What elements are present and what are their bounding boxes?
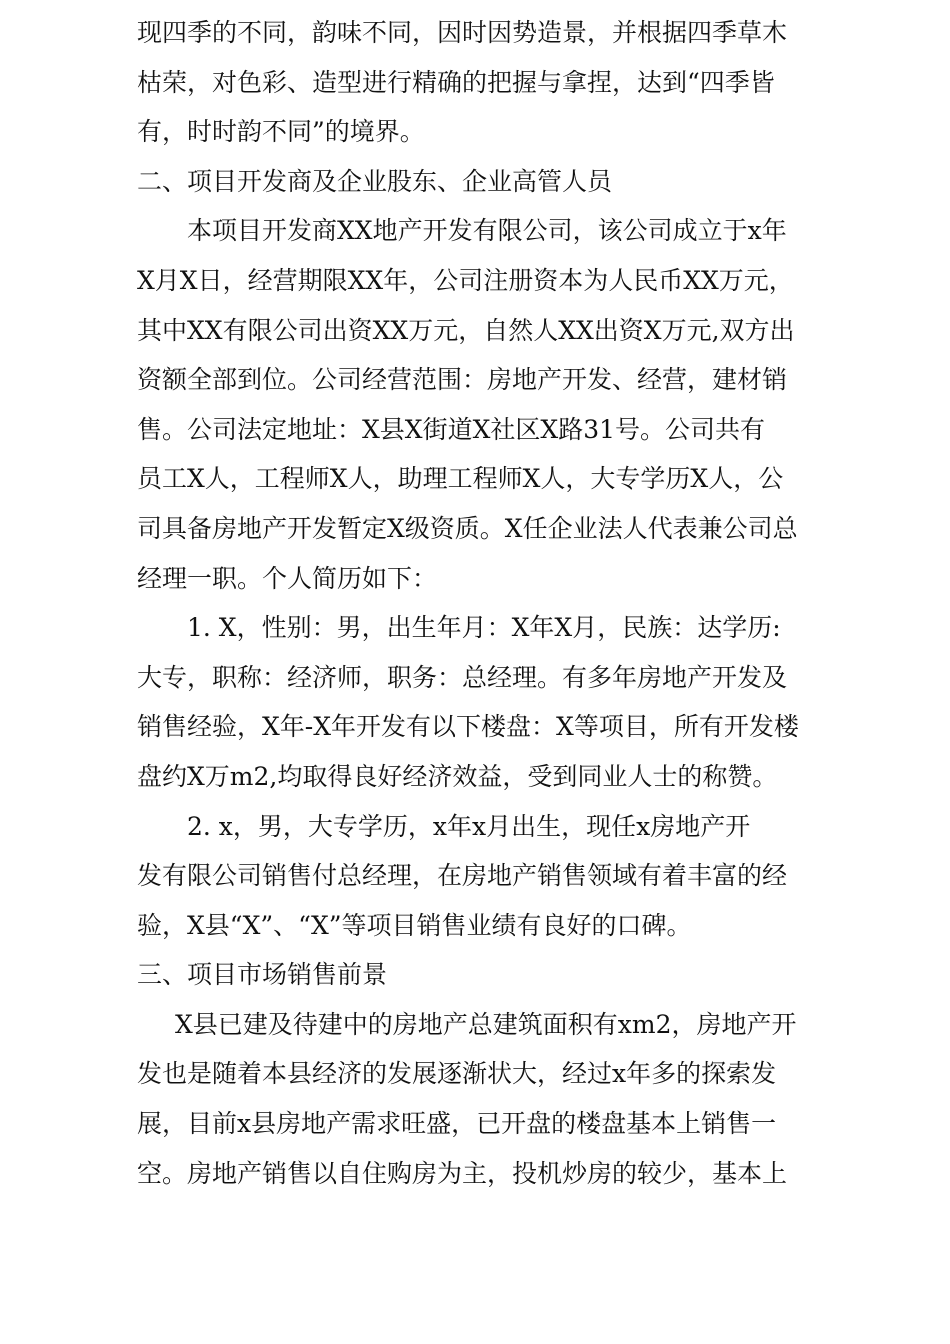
list-item-first-line: 1. X，性别：男，出生年月：X年X月，民族：达学历:	[187, 613, 781, 643]
document-body	[137, 8, 827, 1198]
text-line: 大专，职称：经济师，职务：总经理。有多年房地产开发及	[137, 662, 788, 692]
section-heading: 三、项目市场销售前景	[137, 960, 388, 990]
section-heading: 二、项目开发商及企业股东、企业高管人员	[137, 166, 613, 196]
text-line: 枯荣，对色彩、造型进行精确的把握与拿捏，达到“四季皆	[137, 67, 775, 97]
text-line: 验，X县“X”、“X”等项目销售业绩有良好的口碑。	[137, 910, 692, 940]
text-line: 发也是随着本县经济的发展逐渐状大，经过x年多的探索发	[137, 1059, 777, 1089]
text-line: 经理一职。个人简历如下：	[137, 563, 438, 593]
text-line: 销售经验，X年-X年开发有以下楼盘：X等项目，所有开发楼	[137, 712, 799, 742]
text-line: X月X日，经营期限XX年，公司注册资本为人民币XX万元，	[137, 265, 794, 295]
list-item-first-line: 2. x，男，大专学历，x年x月出生，现任x房地产开	[187, 811, 751, 841]
text-line: 售。公司法定地址：X县X街道X社区X路31号。公司共有	[137, 414, 766, 444]
text-line: 盘约X万m2,均取得良好经济效益，受到同业人士的称赞。	[137, 761, 778, 791]
text-line: 空。房地产销售以自住购房为主，投机炒房的较少，基本上	[137, 1158, 788, 1188]
text-line: 其中XX有限公司出资XX万元，自然人XX出资X万元,双方出	[137, 315, 795, 345]
paragraph-first-line: 本项目开发商XX地产开发有限公司，该公司成立于x年	[187, 216, 787, 246]
text-line: 员工X人，工程师X人，助理工程师X人，大专学历X人，公	[137, 464, 784, 494]
text-line: 资额全部到位。公司经营范围：房地产开发、经营，建材销	[137, 365, 788, 395]
text-line: 展，目前x县房地产需求旺盛，已开盘的楼盘基本上销售一	[137, 1109, 777, 1139]
paragraph-first-line: X县已建及待建中的房地产总建筑面积有xm2，房地产开	[175, 1009, 797, 1039]
text-line: 发有限公司销售付总经理，在房地产销售领域有着丰富的经	[137, 861, 788, 891]
text-line: 现四季的不同，韵味不同，因时因势造景，并根据四季草木	[137, 18, 788, 47]
text-line: 司具备房地产开发暂定X级资质。X任企业法人代表兼公司总	[137, 513, 798, 543]
text-line: 有，时时韵不同”的境界。	[137, 117, 425, 147]
